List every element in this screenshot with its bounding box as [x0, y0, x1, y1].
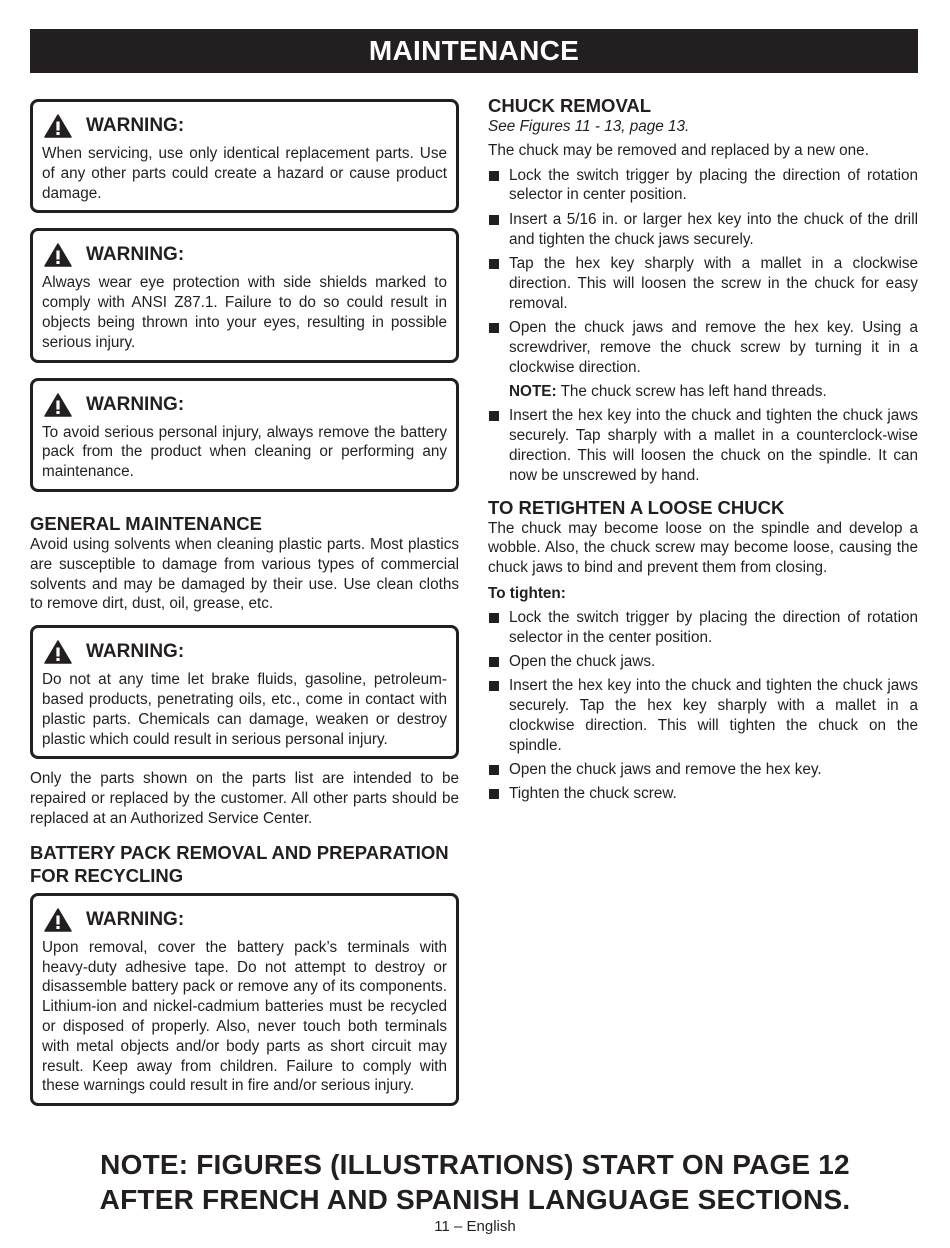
- see-figures-reference: See Figures 11 - 13, page 13.: [488, 118, 690, 135]
- list-item: Open the chuck jaws and remove the hex key. Using a screwdriver, remove the chuck screw by turning it in a clockwise direction.: [488, 318, 918, 377]
- warning-title: WARNING:: [86, 641, 185, 663]
- chuck-screw-note: [488, 382, 918, 402]
- list-item: Lock the switch trigger by placing the direction of rotation selector in the center position.: [488, 608, 918, 648]
- warning-text: Do not at any time let brake fluids, gasoline, petroleum-based products, penetrating oils, etc., come in contact with plastic parts. Chemicals can damage, weaken or destroy plastic which could result in serious personal injury.: [42, 671, 447, 748]
- warning-text: Upon removal, cover the battery pack’s terminals with heavy-duty adhesive tape. Do not attempt to destroy or disassemble battery pack or remove any of its components. Lithium-ion and nickel-cadmium batteries must be recycled or disposed of properly. Also, never touch both terminals with metal objects and/or body parts as short circuit may result. Keep away from children. Failure to comply with these warnings could result in fire and/or serious injury.: [42, 938, 447, 1095]
- retighten-chuck-heading: TO RETIGHTEN A LOOSE CHUCK: [488, 496, 785, 518]
- parts-list-text: Only the parts shown on the parts list are intended to be repaired or replaced by the customer. All other parts should be replaced at an Authorized Service Center.: [30, 770, 459, 827]
- list-item: Tap the hex key sharply with a mallet in a clockwise direction. This will loosen the screw in the chuck for easy removal.: [488, 254, 918, 313]
- page-title: MAINTENANCE: [30, 29, 918, 73]
- warning-box-eye-protection: [30, 228, 459, 362]
- note-label: NOTE:: [509, 382, 557, 400]
- warning-title: WARNING:: [86, 908, 185, 930]
- right-column: [488, 94, 918, 809]
- warning-triangle-icon: [44, 640, 72, 664]
- warning-text: When servicing, use only identical replacement parts. Use of any other parts could create a hazard or cause product damage.: [42, 145, 447, 202]
- general-maintenance-text: Avoid using solvents when cleaning plastic parts. Most plastics are susceptible to damage from various types of commercial solvents and may be damaged by their use. Use clean cloths to remove dirt, dust, oil, grease, etc.: [30, 535, 459, 613]
- list-item: Insert a 5/16 in. or larger hex key into the chuck of the drill and tighten the chuck jaws securely.: [488, 210, 918, 250]
- retighten-steps: [488, 608, 918, 805]
- battery-recycling-heading: BATTERY PACK REMOVAL AND PREPARATION FOR RECYCLING: [30, 841, 449, 886]
- list-item: Insert the hex key into the chuck and tighten the chuck jaws securely. Tap sharply with a mallet in a counterclock-wise direction. This will loosen the chuck on the spindle. It can now be unscrewed by hand.: [488, 406, 918, 485]
- warning-header: [42, 640, 447, 664]
- figures-note: [0, 1147, 950, 1217]
- warning-box-remove-battery: [30, 378, 459, 492]
- warning-header: [42, 114, 447, 138]
- chuck-removal-final-step: [488, 406, 918, 485]
- list-item: Insert the hex key into the chuck and tighten the chuck jaws securely. Tap the hex key sharply with a mallet in a clockwise direction. This will tighten the chuck on the spindle.: [488, 676, 918, 755]
- list-item: Open the chuck jaws and remove the hex key.: [488, 760, 918, 780]
- retighten-intro: The chuck may become loose on the spindle and develop a wobble. Also, the chuck screw may become loose, causing the chuck jaws to bind and prevent them from closing.: [488, 519, 918, 577]
- warning-title: WARNING:: [86, 393, 185, 415]
- list-item: Open the chuck jaws.: [488, 652, 918, 672]
- to-tighten-subheading: To tighten:: [488, 584, 566, 602]
- warning-triangle-icon: [44, 243, 72, 267]
- warning-title: WARNING:: [86, 244, 185, 266]
- note-text: The chuck screw has left hand threads.: [560, 382, 827, 400]
- list-item: Lock the switch trigger by placing the direction of rotation selector in center position.: [488, 166, 918, 206]
- page-footer: 11 – English: [434, 1218, 516, 1235]
- warning-box-battery-terminals: [30, 893, 459, 1106]
- warning-triangle-icon: [44, 114, 72, 138]
- list-item: Tighten the chuck screw.: [488, 784, 918, 804]
- left-column: [30, 99, 459, 1121]
- warning-triangle-icon: [44, 908, 72, 932]
- warning-text: Always wear eye protection with side shields marked to comply with ANSI Z87.1. Failure to do so could result in objects being thrown into your eyes, resulting in possible serious injury.: [42, 274, 447, 351]
- chuck-removal-steps: [488, 166, 918, 378]
- warning-header: [42, 243, 447, 267]
- chuck-removal-intro: The chuck may be removed and replaced by a new one.: [488, 141, 869, 159]
- figures-note-line-2: AFTER FRENCH AND SPANISH LANGUAGE SECTIONS.: [99, 1184, 851, 1215]
- figures-note-line-1: NOTE: FIGURES (ILLUSTRATIONS) START ON PAGE 12: [100, 1149, 850, 1180]
- general-maintenance-heading: GENERAL MAINTENANCE: [30, 512, 262, 534]
- warning-header: [42, 908, 447, 932]
- warning-triangle-icon: [44, 393, 72, 417]
- warning-box-replacement-parts: [30, 99, 459, 213]
- warning-text: To avoid serious personal injury, always remove the battery pack from the product when cleaning or performing any maintenance.: [42, 423, 447, 481]
- warning-header: [42, 393, 447, 417]
- warning-title: WARNING:: [86, 115, 185, 136]
- chuck-removal-heading: CHUCK REMOVAL: [488, 95, 652, 116]
- warning-box-chemicals: [30, 625, 459, 759]
